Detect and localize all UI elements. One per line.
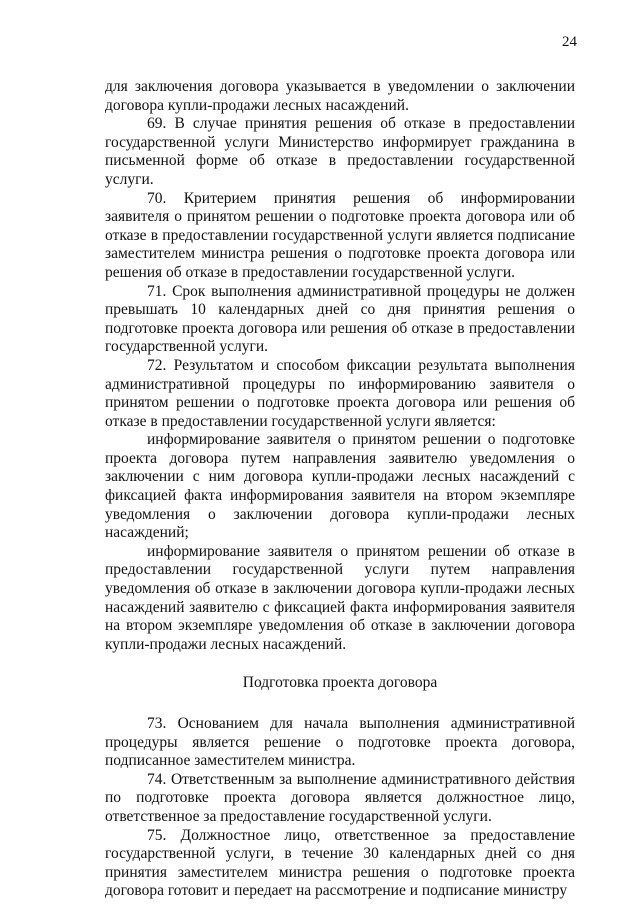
paragraph-70: 70. Критерием принятия решения об информировании заявителя о принятом решении о подготовке проекта договора или об отказе в предоставлении государственной услуги является подписание заместителем министра решения о подготовке проекта договора или решения об отказе в предоставлении государственной услуги. <box>105 189 575 281</box>
paragraph-continuation: для заключения договора указывается в уведомлении о заключении договора купли-продажи лесных насаждений. <box>105 78 575 114</box>
paragraph-71: 71. Срок выполнения административной процедуры не должен превышать 10 календарных дней со дня принятия решения о подготовке проекта договора или решения об отказе в предоставлении государственной услуги. <box>105 282 575 356</box>
paragraph-72-item-2: информирование заявителя о принятом решении об отказе в предоставлении государственной услуги путем направления уведомления об отказе в заключении договора купли-продажи лесных насаждений заявителю с фиксацией факта информирования заявителя на втором экземпляре уведомления об отказе в заключении договора купли-продажи лесных насаждений. <box>105 542 575 653</box>
paragraph-72-item-1: информирование заявителя о принятом решении о подготовке проекта договора путем направления заявителю уведомления о заключении с ним договора купли-продажи лесных насаждений с фиксацией факта информирования заявителя на втором экземпляре уведомления о заключении договора купли-продажи лесных насаждений; <box>105 431 575 542</box>
section-title: Подготовка проекта договора <box>242 674 438 692</box>
page-number: 24 <box>562 34 577 50</box>
paragraph-73: 73. Основанием для начала выполнения административной процедуры является решение о подготовке проекта договора, подписанное заместителем министра. <box>105 715 575 770</box>
document-body <box>105 78 575 901</box>
paragraph-72: 72. Результатом и способом фиксации результата выполнения административной процедуры по информированию заявителя о принятом решении о подготовке проекта договора или решения об отказе в предоставлении государственной услуги является: <box>105 356 575 430</box>
paragraph-75: 75. Должностное лицо, ответственное за предоставление государственной услуги, в течение 30 календарных дней со дня принятия заместителем министра решения о подготовке проекта договора готовит и передает на рассмотрение и подписание министру <box>105 826 575 900</box>
paragraph-74: 74. Ответственным за выполнение административного действия по подготовке проекта договора является должностное лицо, ответственное за предоставление государственной услуги. <box>105 770 575 825</box>
paragraph-69: 69. В случае принятия решения об отказе в предоставлении государственной услуги Министерство информирует гражданина в письменной форме об отказе в предоставлении государственной услуги. <box>105 115 575 188</box>
